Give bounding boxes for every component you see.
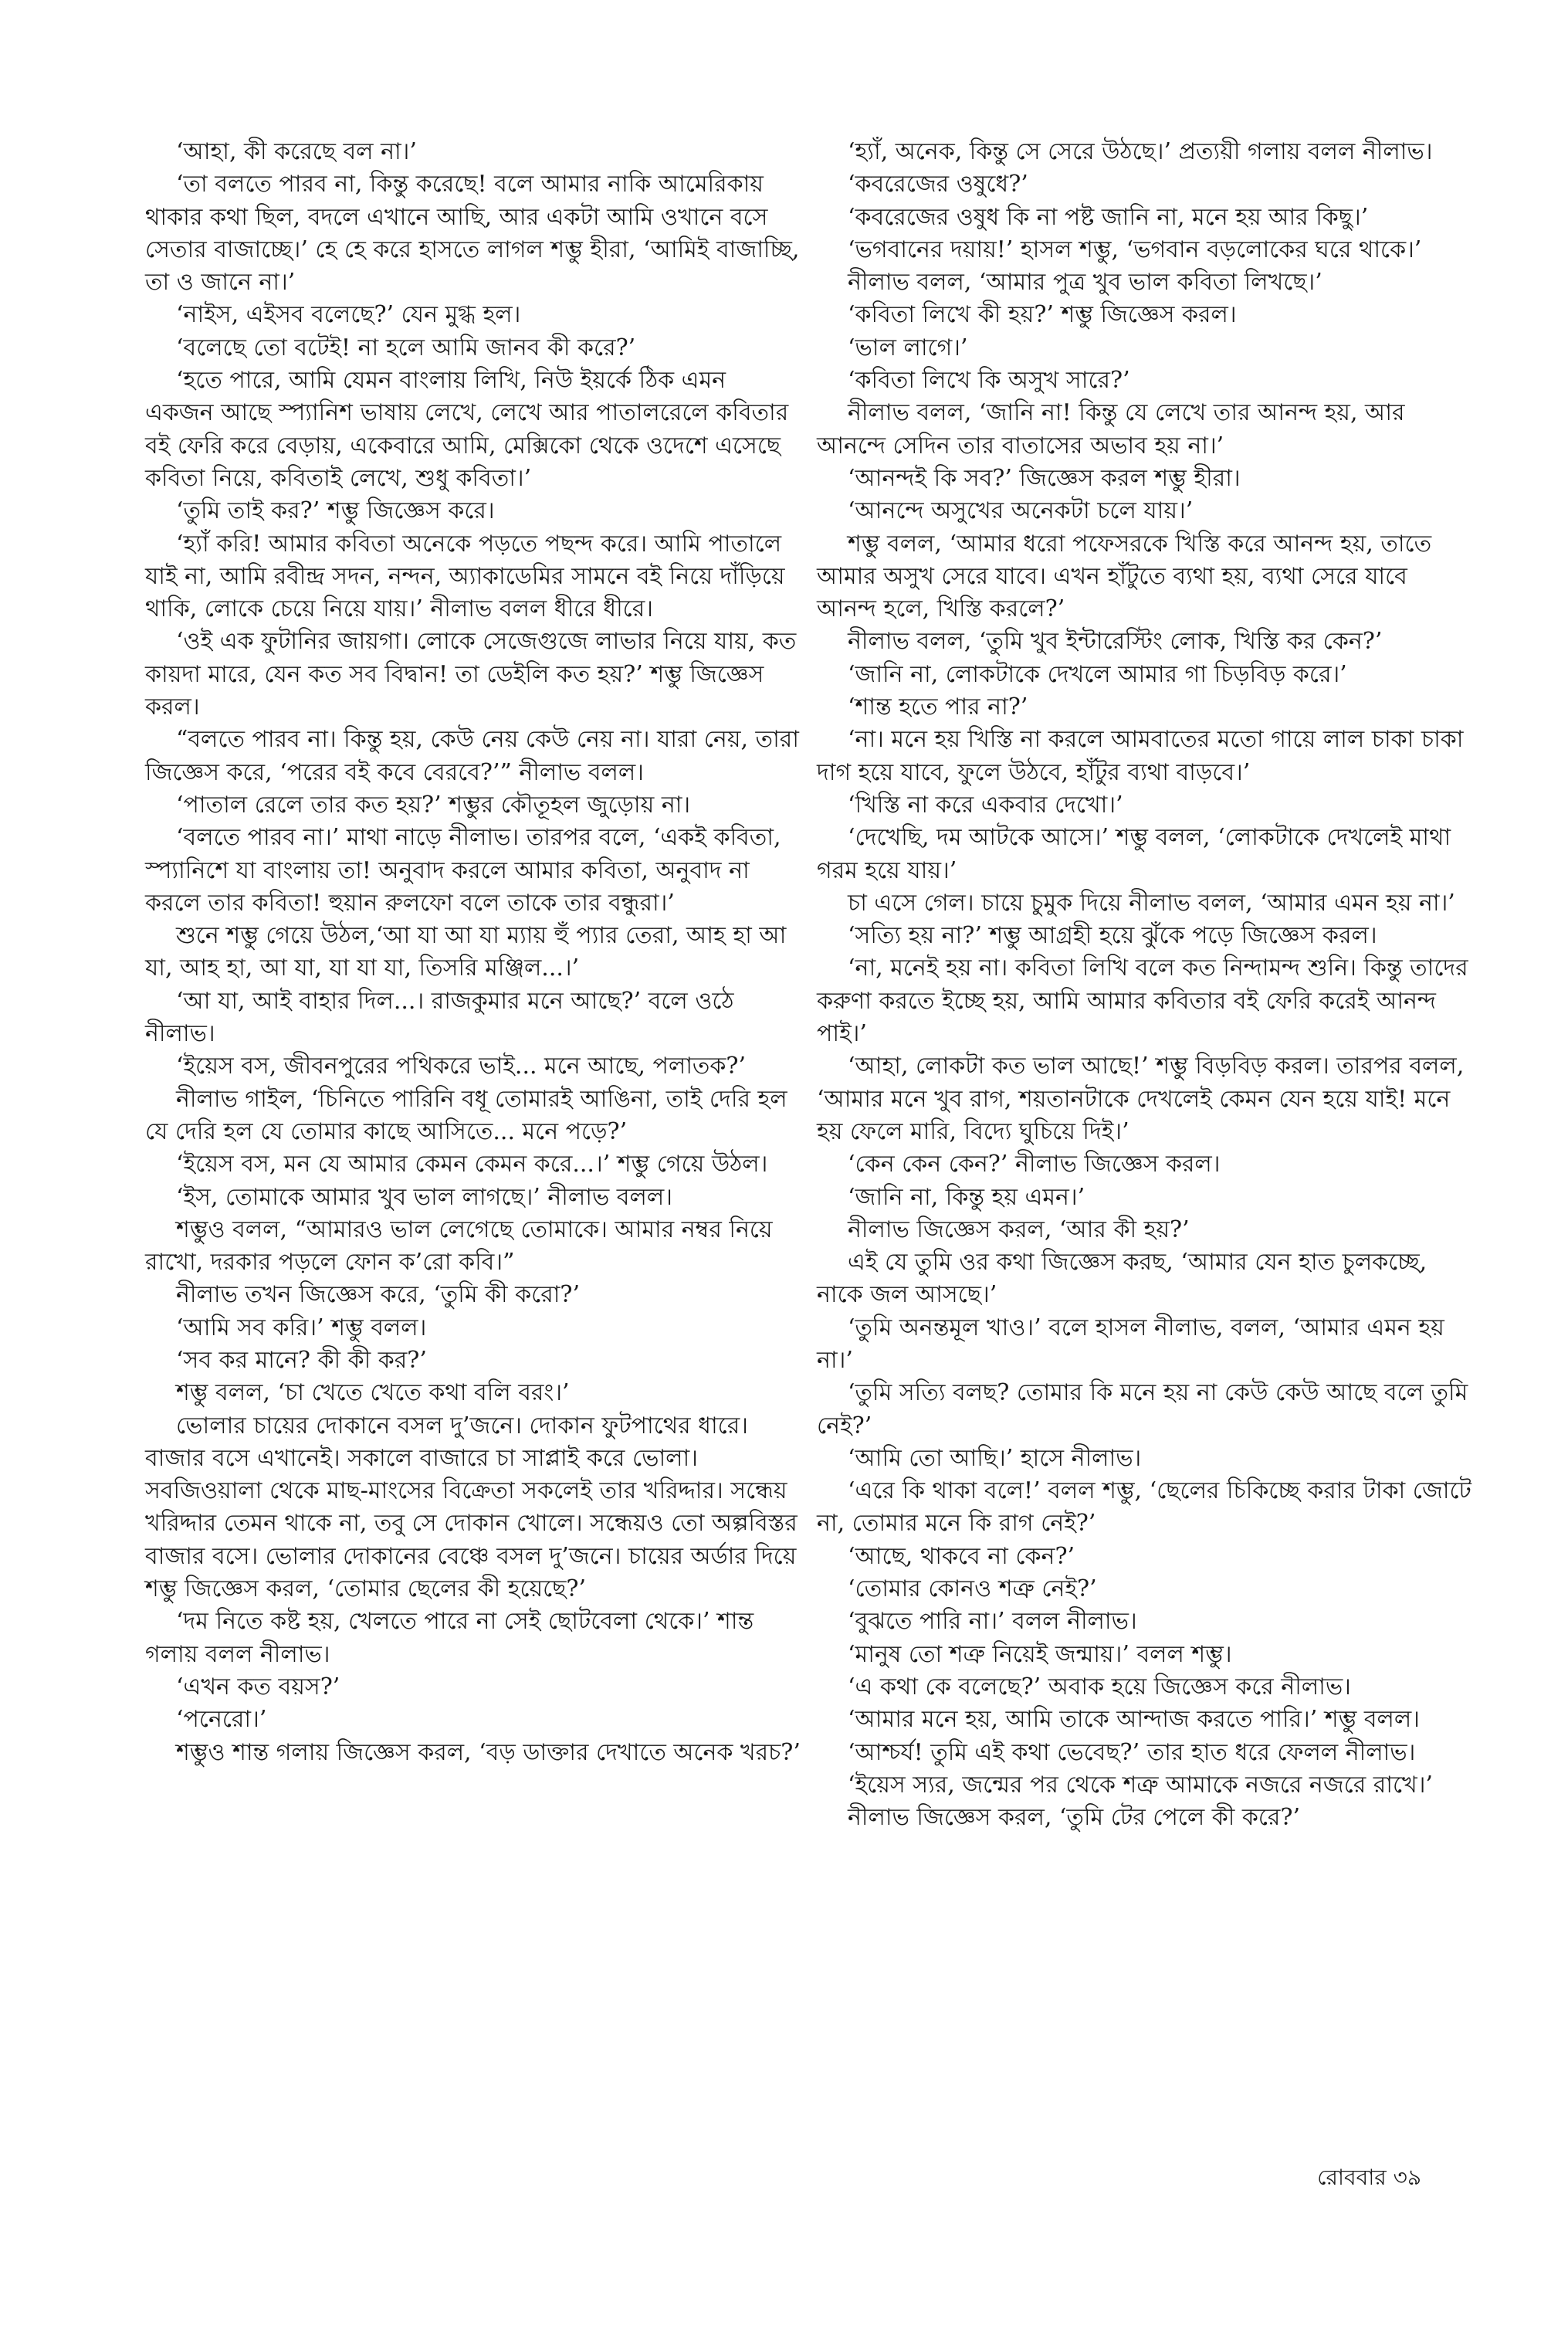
story-paragraph: শুনে শম্ভু গেয়ে উঠল,‘আ যা আ যা ম্যায় হুঁ প্যার তেরা, আহ হা আ যা, আহ হা, আ যা, যা যা যা, তিসরি মঞ্জিল...।’	[145, 922, 787, 982]
story-paragraph: ‘ইয়েস স্যর, জন্মের পর থেকে শত্রু আমাকে নজরে নজরে রাখে।’	[848, 1771, 1433, 1799]
story-paragraph: ‘আমি সব করি।’ শম্ভু বলল।	[176, 1314, 427, 1341]
story-paragraph: ‘আ যা, আই বাহার দিল...। রাজকুমার মনে আছে?’ বলে ওঠে নীলাভ।	[145, 987, 734, 1048]
story-paragraph: ‘না, মনেই হয় না। কবিতা লিখি বলে কত নিন্দামন্দ শুনি। কিন্তু তাদের করুণা করতে ইচ্ছে হয়, আমি আমার কবিতার বই ফেরি করেই আনন্দ পাই।’	[817, 954, 1468, 1048]
story-paragraph: ‘হ্যাঁ, অনেক, কিন্তু সে সেরে উঠছে।’ প্রত্যয়ী গলায় বলল নীলাভ।	[848, 138, 1433, 165]
story-paragraph: ‘তুমি সত্যি বলছ? তোমার কি মনে হয় না কেউ কেউ আছে বলে তুমি নেই?’	[817, 1379, 1468, 1439]
story-paragraph: ‘এখন কত বয়স?’	[176, 1673, 340, 1700]
story-paragraph: নীলাভ বলল, ‘আমার পুত্র খুব ভাল কবিতা লিখছে।’	[848, 269, 1322, 297]
page-folio: রোববার ৩৯	[1317, 2165, 1421, 2190]
story-paragraph: ‘মানুষ তো শত্রু নিয়েই জন্মায়।’ বলল শম্ভু।	[848, 1640, 1232, 1668]
story-paragraph: ‘বলতে পারব না।’ মাথা নাড়ে নীলাভ। তারপর বলে, ‘একই কবিতা, স্প্যানিশে যা বাংলায় তা! অনুবাদ করলে আমার কবিতা, অনুবাদ না করলে তার কবিতা! হুয়ান রুলফো বলে তাকে তার বন্ধুরা।’	[145, 824, 781, 917]
story-paragraph: ‘নাইস, এইসব বলেছে?’ যেন মুগ্ধ হল।	[176, 301, 521, 329]
story-paragraph: ‘জানি না, কিন্তু হয় এমন।’	[848, 1183, 1085, 1211]
story-paragraph: নীলাভ তখন জিজ্ঞেস করে, ‘তুমি কী করো?’	[176, 1281, 581, 1309]
story-paragraph: ভোলার চায়ের দোকানে বসল দু’জনে। দোকান ফুটপাথের ধারে। বাজার বসে এখানেই। সকালে বাজারে চা সাপ্লাই করে ভোলা। সবজিওয়ালা থেকে মাছ-মাংসের বিক্রেতা সকলেই তার খরিদ্দার। সন্ধেয় খরিদ্দার তেমন থাকে না, তবু সে দোকান খোলে। সন্ধেয়ও তো অল্পবিস্তর বাজার বসে। ভোলার দোকানের বেঞ্চে বসল দু’জনে। চায়ের অর্ডার দিয়ে শম্ভু জিজ্ঞেস করল, ‘তোমার ছেলের কী হয়েছে?’	[145, 1412, 798, 1603]
story-paragraph: ‘দম নিতে কষ্ট হয়, খেলতে পারে না সেই ছোটবেলা থেকে।’ শান্ত গলায় বলল নীলাভ।	[145, 1608, 754, 1668]
story-paragraph: শম্ভুও শান্ত গলায় জিজ্ঞেস করল, ‘বড় ডাক্তার দেখাতে অনেক খরচ?’	[176, 1738, 801, 1766]
story-paragraph: ‘আহা, কী করেছে বল না।’	[176, 138, 417, 165]
story-paragraph: ‘কবিতা লিখে কি অসুখ সারে?’	[848, 367, 1130, 395]
story-paragraph: এই যে তুমি ওর কথা জিজ্ঞেস করছ, ‘আমার যেন হাত চুলকচ্ছে, নাকে জল আসছে।’	[817, 1249, 1427, 1309]
story-paragraph: ‘আছে, থাকবে না কেন?’	[848, 1542, 1075, 1570]
story-paragraph: ‘কবিতা লিখে কী হয়?’ শম্ভু জিজ্ঞেস করল।	[848, 301, 1237, 329]
story-paragraph: ‘সব কর মানে? কী কী কর?’	[176, 1346, 427, 1374]
story-paragraph: ‘হ্যাঁ করি! আমার কবিতা অনেকে পড়তে পছন্দ করে। আমি পাতালে যাই না, আমি রবীন্দ্র সদন, নন্দন, অ্যাকাডেমির সামনে বই নিয়ে দাঁড়িয়ে থাকি, লোকে চেয়ে নিয়ে যায়।’ নীলাভ বলল ধীরে ধীরে।	[145, 530, 785, 623]
story-paragraph: ‘ইস, তোমাকে আমার খুব ভাল লাগছে।’ নীলাভ বলল।	[176, 1183, 672, 1211]
story-paragraph: ‘তুমি তাই কর?’ শম্ভু জিজ্ঞেস করে।	[176, 497, 495, 525]
story-paragraph: ‘এরে কি থাকা বলে!’ বলল শম্ভু, ‘ছেলের চিকিচ্ছে করার টাকা জোটে না, তোমার মনে কি রাগ নেই?’	[817, 1477, 1471, 1538]
story-paragraph: ‘সত্যি হয় না?’ শম্ভু আগ্রহী হয়ে ঝুঁকে পড়ে জিজ্ঞেস করল।	[848, 922, 1377, 950]
story-paragraph: ‘আমার মনে হয়, আমি তাকে আন্দাজ করতে পারি।’ শম্ভু বলল।	[848, 1706, 1420, 1734]
story-paragraph: ‘আনন্দে অসুখের অনেকটা চলে যায়।’	[848, 497, 1194, 525]
story-paragraph: নীলাভ বলল, ‘জানি না! কিন্তু যে লেখে তার আনন্দ হয়, আর আনন্দে সেদিন তার বাতাসের অভাব হয় না।’	[817, 399, 1405, 459]
story-paragraph: “বলতে পারব না। কিন্তু হয়, কেউ নেয় কেউ নেয় না। যারা নেয়, তারা জিজ্ঞেস করে, ‘পরের বই কবে বেরবে?’” নীলাভ বলল।	[145, 726, 799, 786]
story-paragraph: চা এসে গেল। চায়ে চুমুক দিয়ে নীলাভ বলল, ‘আমার এমন হয় না।’	[848, 889, 1455, 917]
story-paragraph: ‘হতে পারে, আমি যেমন বাংলায় লিখি, নিউ ইয়র্কে ঠিক এমন একজন আছে স্প্যানিশ ভাষায় লেখে, লেখে আর পাতালরেলে কবিতার বই ফেরি করে বেড়ায়, একেবারে আমি, মেক্সিকো থেকে ওদেশে এসেছে কবিতা নিয়ে, কবিতাই লেখে, শুধু কবিতা।’	[145, 367, 789, 492]
story-paragraph: ‘আমি তো আছি।’ হাসে নীলাভ।	[848, 1444, 1142, 1472]
story-paragraph: ‘না। মনে হয় খিস্তি না করলে আমবাতের মতো গায়ে লাল চাকা চাকা দাগ হয়ে যাবে, ফুলে উঠবে, হাঁটুর ব্যথা বাড়বে।’	[817, 726, 1464, 786]
story-paragraph: ‘ইয়েস বস, জীবনপুরের পথিকরে ভাই... মনে আছে, পলাতক?’	[176, 1053, 747, 1080]
story-paragraph: ‘বুঝতে পারি না।’ বলল নীলাভ।	[848, 1608, 1137, 1636]
story-paragraph: ‘জানি না, লোকটাকে দেখলে আমার গা চিড়বিড় করে।’	[848, 660, 1347, 688]
story-paragraph: ‘বলেছে তো বটেই! না হলে আমি জানব কী করে?’	[176, 334, 636, 361]
right-column	[817, 136, 1473, 1834]
story-paragraph: ‘আহা, লোকটা কত ভাল আছে!’ শম্ভু বিড়বিড় করল। তারপর বলল, ‘আমার মনে খুব রাগ, শয়তানটাকে দেখলেই কেমন যেন হয়ে যাই! মনে হয় ফেলে মারি, বিদ্যে ঘুচিয়ে দিই।’	[817, 1053, 1465, 1145]
story-paragraph: ‘ইয়েস বস, মন যে আমার কেমন কেমন করে...।’ শম্ভু গেয়ে উঠল।	[176, 1151, 768, 1178]
story-paragraph: শম্ভু বলল, ‘চা খেতে খেতে কথা বলি বরং।’	[176, 1379, 570, 1407]
story-paragraph: ‘এ কথা কে বলেছে?’ অবাক হয়ে জিজ্ঞেস করে নীলাভ।	[848, 1673, 1351, 1700]
story-paragraph: ‘আশ্চর্য! তুমি এই কথা ভেবেছ?’ তার হাত ধরে ফেলল নীলাভ।	[848, 1738, 1416, 1766]
story-paragraph: ‘ভগবানের দয়ায়!’ হাসল শম্ভু, ‘ভগবান বড়লোকের ঘরে থাকে।’	[848, 236, 1422, 263]
story-paragraph: ‘ভাল লাগে।’	[848, 334, 968, 361]
story-paragraph: ‘দেখেছি, দম আটকে আসে।’ শম্ভু বলল, ‘লোকটাকে দেখলেই মাথা গরম হয়ে যায়।’	[817, 824, 1451, 884]
story-paragraph: নীলাভ জিজ্ঞেস করল, ‘তুমি টের পেলে কী করে?’	[848, 1804, 1301, 1832]
left-column	[145, 136, 801, 1769]
story-paragraph: নীলাভ গাইল, ‘চিনিতে পারিনি বধূ তোমারই আঙিনা, তাই দেরি হল যে দেরি হল যে তোমার কাছে আসিতে... মনে পড়ে?’	[145, 1085, 787, 1145]
story-paragraph: ‘পাতাল রেলে তার কত হয়?’ শম্ভুর কৌতূহল জুড়োয় না।	[176, 791, 691, 819]
story-paragraph: ‘ওই এক ফুটানির জায়গা। লোকে সেজেগুজে লাভার নিয়ে যায়, কত কায়দা মারে, যেন কত সব বিদ্বান! তা ডেইলি কত হয়?’ শম্ভু জিজ্ঞেস করল।	[145, 628, 797, 721]
story-paragraph: ‘কবরেজের ওষুধ কি না পষ্ট জানি না, মনে হয় আর কিছু।’	[848, 203, 1369, 231]
story-paragraph: ‘তা বলতে পারব না, কিন্তু করেছে! বলে আমার নাকি আমেরিকায় থাকার কথা ছিল, বদলে এখানে আছি, আর একটা আমি ওখানে বসে সেতার বাজাচ্ছে।’ হে হে করে হাসতে লাগল শম্ভু হীরা, ‘আমিই বাজাচ্ছি, তা ও জানে না।’	[145, 171, 800, 297]
story-paragraph: শম্ভু বলল, ‘আমার ধরো পফেসরকে খিস্তি করে আনন্দ হয়, তাতে আমার অসুখ সেরে যাবে। এখন হাঁটুতে ব্যথা হয়, ব্যথা সেরে যাবে আনন্দ হলে, খিস্তি করলে?’	[817, 530, 1432, 623]
story-paragraph: নীলাভ জিজ্ঞেস করল, ‘আর কী হয়?’	[848, 1216, 1190, 1243]
story-paragraph: শম্ভুও বলল, “আমারও ভাল লেগেছে তোমাকে। আমার নম্বর নিয়ে রাখো, দরকার পড়লে ফোন ক’রো কবি।”	[145, 1216, 773, 1277]
story-paragraph: ‘কবরেজের ওষুধে?’	[848, 171, 1028, 198]
story-paragraph: ‘আনন্দই কি সব?’ জিজ্ঞেস করল শম্ভু হীরা।	[848, 464, 1241, 492]
story-paragraph: ‘তুমি অনন্তমূল খাও।’ বলে হাসল নীলাভ, বলল, ‘আমার এমন হয় না।’	[817, 1314, 1444, 1374]
story-paragraph: ‘তোমার কোনও শত্রু নেই?’	[848, 1575, 1097, 1603]
story-paragraph: ‘কেন কেন কেন?’ নীলাভ জিজ্ঞেস করল।	[848, 1151, 1221, 1178]
story-paragraph: ‘খিস্তি না করে একবার দেখো।’	[848, 791, 1123, 819]
story-paragraph: নীলাভ বলল, ‘তুমি খুব ইন্টারেস্টিং লোক, খিস্তি কর কেন?’	[848, 628, 1383, 656]
story-paragraph: ‘পনেরো।’	[176, 1706, 267, 1734]
story-paragraph: ‘শান্ত হতে পার না?’	[848, 693, 1028, 721]
